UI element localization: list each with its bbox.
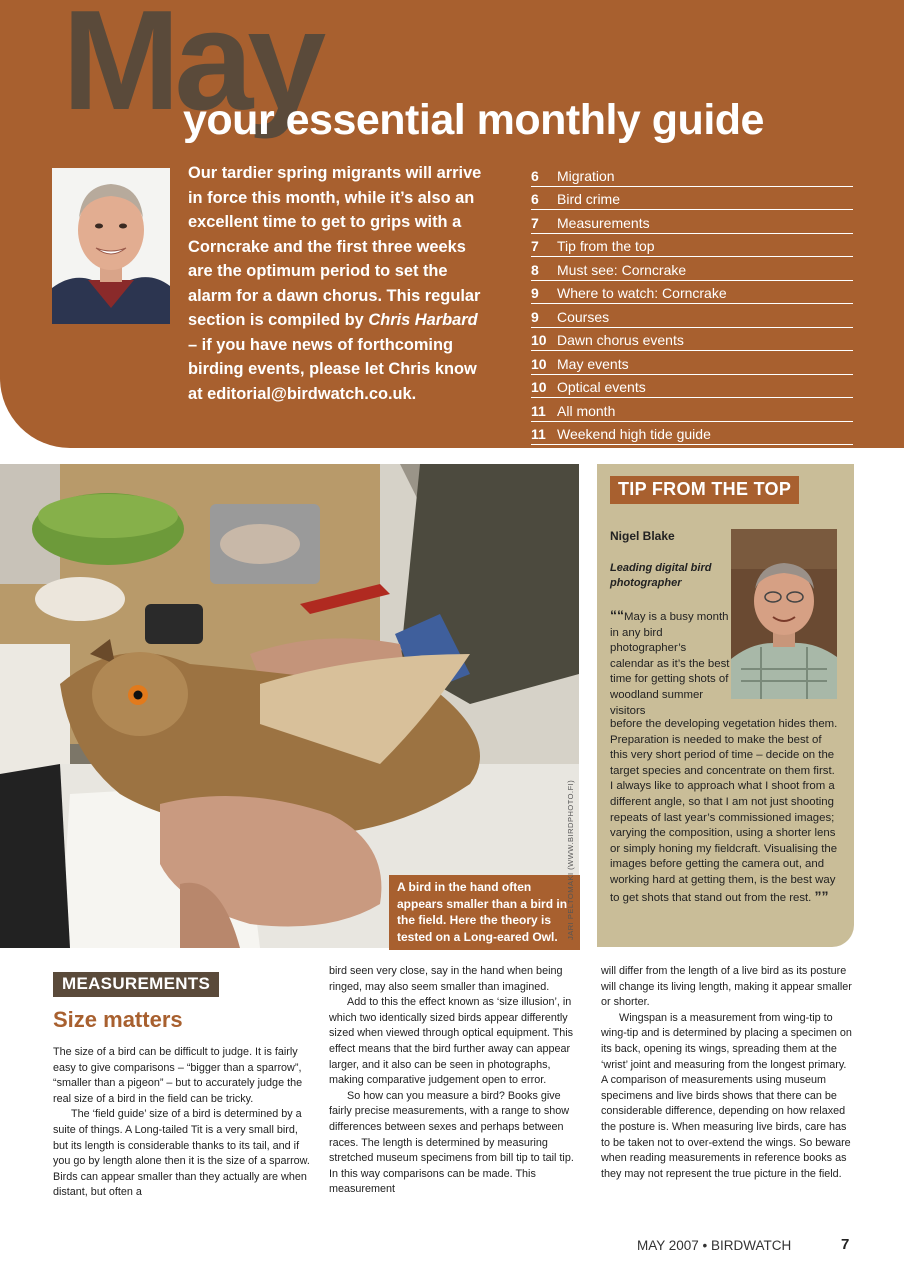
header-band (0, 0, 904, 448)
article-column-2 (329, 964, 583, 1198)
toc-item[interactable]: 8 Must see: Corncrake (531, 257, 853, 281)
article-title: Size matters (53, 1007, 183, 1032)
close-quote-mark: ”” (814, 887, 829, 904)
contact-email[interactable]: at editorial@birdwatch.co.uk. (188, 384, 417, 403)
paragraph: The ‘field guide’ size of a bird is determined by a suite of things. A Long-tailed Tit is a very small bird, but its length is considerable thanks to its tail, and if you go by length alone then it is the size of a sparrow. Birds can appear smaller than they actually are when distant, but often a (53, 1108, 310, 1199)
article-column-1 (53, 1045, 313, 1201)
open-quote-mark: ““ (610, 607, 624, 623)
paragraph: So how can you measure a bird? Books give fairly precise measurements, with a range to show differences between sexes and perhaps between races. The length is determined by measuring stretched museum specimens from bill tip to tail tip. In this way comparisons can be made. This measurement (329, 1089, 574, 1196)
toc-item[interactable]: 6 Bird crime (531, 187, 853, 211)
compiler-name: Chris Harbard (368, 311, 478, 329)
photo-credit: JARI PELTOMAKI (WWW.BIRDPHOTO.FI) (566, 779, 575, 940)
footer-issue: MAY 2007 • BIRDWATCH (637, 1238, 792, 1253)
tip-quote-start: ““May is a busy month in any bird photographer’s calendar as it’s the best time for getting shots of woodland summer visitors (610, 607, 730, 717)
month-title: May (62, 0, 321, 140)
toc-item[interactable]: 9 Where to watch: Corncrake (531, 281, 853, 305)
tip-author-photo (731, 529, 837, 699)
paragraph: bird seen very close, say in the hand when being ringed, may also seem smaller than imagined. (329, 965, 563, 993)
guide-title: your essential monthly guide (183, 96, 764, 144)
paragraph: will differ from the length of a live bird as its posture will change its living length, making it appear smaller or shorter. (601, 965, 852, 1009)
tip-heading: TIP FROM THE TOP (610, 476, 799, 504)
paragraph: The size of a bird can be difficult to judge. It is fairly easy to give comparisons – “bigger than a sparrow”, “smaller than a pigeon” – but to accurately judge the real size of a bird in the field can be tricky. (53, 1046, 303, 1105)
tip-author-name: Nigel Blake (610, 529, 675, 543)
toc-item[interactable]: 6 Migration (531, 163, 853, 187)
tip-box (597, 464, 854, 947)
paragraph: Wingspan is a measurement from wing-tip to wing-tip and is determined by placing a specimen on its back, opening its wings, spreading them at the ‘wrist’ joint and measuring from the longest primary. A comparison of measurements using museum specimens and live birds shows that there can be considerable difference, depending on how relaxed the posture is. When measuring live birds, care has to be taken not to over-extend the wings. So beware when reading measurements in reference books as they may not represent the true picture in the field. (601, 1011, 852, 1180)
toc-item[interactable]: 7 Measurements (531, 210, 853, 234)
article-column-3 (601, 964, 854, 1182)
paragraph: Add to this the effect known as ‘size illusion’, in which two identically sized birds appear differently sized when viewed through optical equipment. This effect means that the bird further away can appear larger, and it also can be seen in photographs, making comparative judgement open to error. (329, 996, 574, 1087)
toc-item[interactable]: 9 Courses (531, 304, 853, 328)
toc-item[interactable]: 10 May events (531, 351, 853, 375)
toc-item[interactable]: 10 Optical events (531, 375, 853, 399)
photo-caption: A bird in the hand often appears smaller than a bird in the field. Here the theory is tested on a Long-eared Owl. (389, 875, 580, 950)
author-photo (52, 168, 170, 324)
intro-text: Our tardier spring migrants will arrive in force this month, while it’s also an excellent time to get to grips with a Corncrake and the first three weeks are the optimum period to set the alarm for a dawn chorus. This regular section is compiled by Chris Harbard – if you have news of forthcoming birding events, please let Chris know at editorial@birdwatch.co.uk. (188, 164, 482, 403)
tip-quote-end: before the developing vegetation hides them. Preparation is needed to make the best of this very short period of time – decide on the target species and concentrate on them first. I always like to approach what I shoot from a different angle, so that I am not just shooting repeats of last year’s commissioned images; varying the composition, using a shorter lens or simply honing my fieldcraft. Visualising the images before getting the camera out, and working hard at getting them, is the best way to get shots that stand out from the rest. ”” (610, 718, 838, 904)
contents-list (531, 163, 853, 445)
toc-item[interactable]: 7 Tip from the top (531, 234, 853, 258)
toc-item[interactable]: 10 Dawn chorus events (531, 328, 853, 352)
tip-author-role: Leading digital bird photographer (610, 562, 712, 589)
page-number: 7 (841, 1236, 850, 1253)
toc-item[interactable]: 11 All month (531, 398, 853, 422)
toc-item[interactable]: 11 Weekend high tide guide (531, 422, 853, 446)
section-label: MEASUREMENTS (53, 972, 219, 997)
